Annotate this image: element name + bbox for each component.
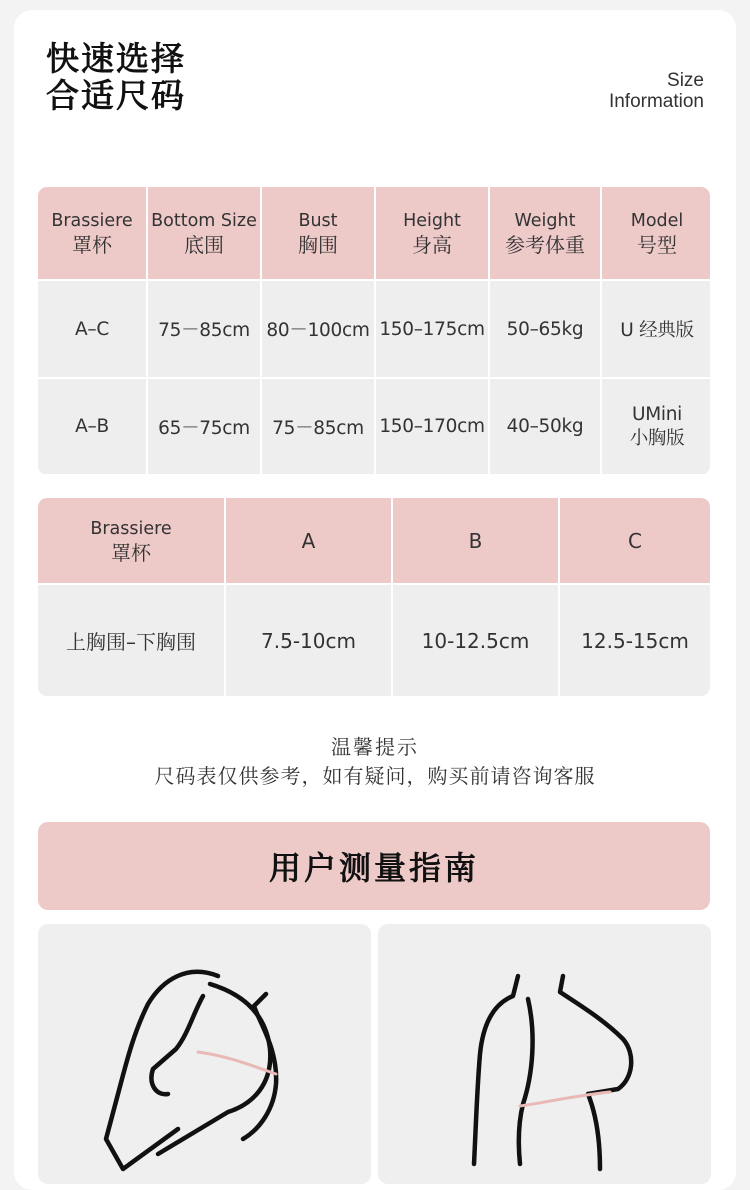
guide-panel-upper-bust	[378, 924, 711, 1184]
row1-height: 150–175cm	[376, 281, 488, 377]
upper-bust-figure-icon	[378, 924, 711, 1184]
row2-cup: A–B	[38, 379, 146, 474]
cup-value-c: 12.5-15cm	[560, 585, 710, 696]
row2-height: 150–170cm	[376, 379, 488, 474]
side-profile-figure-icon	[38, 924, 371, 1184]
header-brassiere: Brassiere 罩杯	[38, 187, 146, 279]
cup-value-a: 7.5-10cm	[226, 585, 391, 696]
row1-model: U 经典版	[602, 281, 710, 377]
cup-header-brassiere: Brassiere 罩杯	[38, 498, 224, 583]
size-info-line-2: Information	[608, 91, 704, 112]
header-weight: Weight 参考体重	[490, 187, 600, 279]
row1-bust: 80－100cm	[262, 281, 374, 377]
row2-bust: 75－85cm	[262, 379, 374, 474]
cup-header-a: A	[226, 498, 391, 583]
page-title	[46, 40, 186, 114]
header-model: Model 号型	[602, 187, 710, 279]
row1-weight: 50–65kg	[490, 281, 600, 377]
header-bust: Bust 胸围	[262, 187, 374, 279]
row2-weight: 40–50kg	[490, 379, 600, 474]
header-height: Height 身高	[376, 187, 488, 279]
tip-text: 尺码表仅供参考，如有疑问，购买前请咨询客服	[154, 764, 596, 788]
row2-bottom-size: 65－75cm	[148, 379, 260, 474]
row1-cup: A–C	[38, 281, 146, 377]
size-table	[38, 187, 710, 475]
cup-table	[38, 498, 710, 696]
title-line-2: 合适尺码	[46, 76, 186, 115]
size-information-label	[609, 70, 704, 112]
guide-panel-side-profile	[38, 924, 371, 1184]
header-bottom-size: Bottom Size 底围	[148, 187, 260, 279]
measurement-guide-banner: 用户测量指南	[38, 822, 710, 910]
size-info-line-1: Size	[667, 70, 704, 91]
cup-row-label: 上胸围–下胸围	[38, 585, 224, 696]
row2-model: UMini 小胸版	[602, 379, 710, 474]
tip-title: 温馨提示	[331, 735, 419, 759]
cup-header-c: C	[560, 498, 710, 583]
row1-bottom-size: 75－85cm	[148, 281, 260, 377]
cup-value-b: 10-12.5cm	[393, 585, 558, 696]
cup-header-b: B	[393, 498, 558, 583]
title-line-1: 快速选择	[46, 39, 186, 78]
